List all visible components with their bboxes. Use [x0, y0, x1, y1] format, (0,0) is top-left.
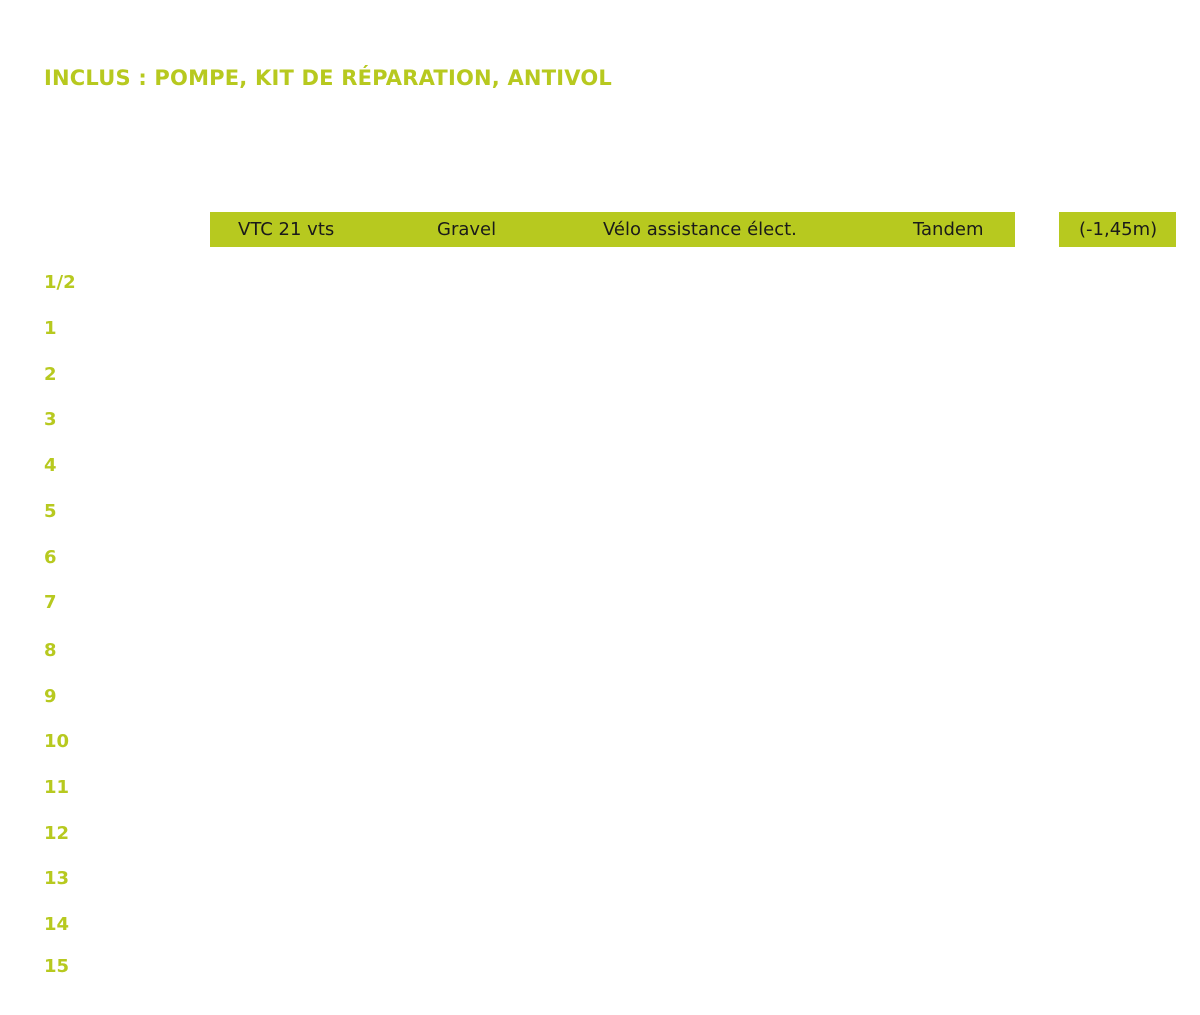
column-header-vtc: VTC 21 vts	[238, 219, 335, 240]
row-label: 13	[44, 868, 70, 889]
row-label: 7	[44, 592, 57, 613]
column-header-electric-bike: Vélo assistance élect.	[603, 219, 797, 240]
page-heading: INCLUS : POMPE, KIT DE RÉPARATION, ANTIVOL	[44, 66, 612, 90]
column-header-tandem: Tandem	[913, 219, 984, 240]
row-label: 4	[44, 455, 57, 476]
row-label: 14	[44, 914, 70, 935]
row-label: 5	[44, 501, 57, 522]
row-label: 1/2	[44, 272, 76, 293]
column-header-child-size: (-1,45m)	[1079, 219, 1158, 240]
row-label: 8	[44, 640, 57, 661]
row-label: 2	[44, 364, 57, 385]
row-label: 6	[44, 547, 57, 568]
column-header-gravel: Gravel	[437, 219, 497, 240]
row-label: 10	[44, 731, 70, 752]
row-label: 15	[44, 956, 70, 977]
row-label: 1	[44, 318, 57, 339]
column-header-bar-child	[1059, 212, 1176, 247]
row-label: 11	[44, 777, 70, 798]
row-label: 12	[44, 823, 70, 844]
column-header-bar	[210, 212, 1015, 247]
row-label: 3	[44, 409, 57, 430]
row-label: 9	[44, 686, 57, 707]
